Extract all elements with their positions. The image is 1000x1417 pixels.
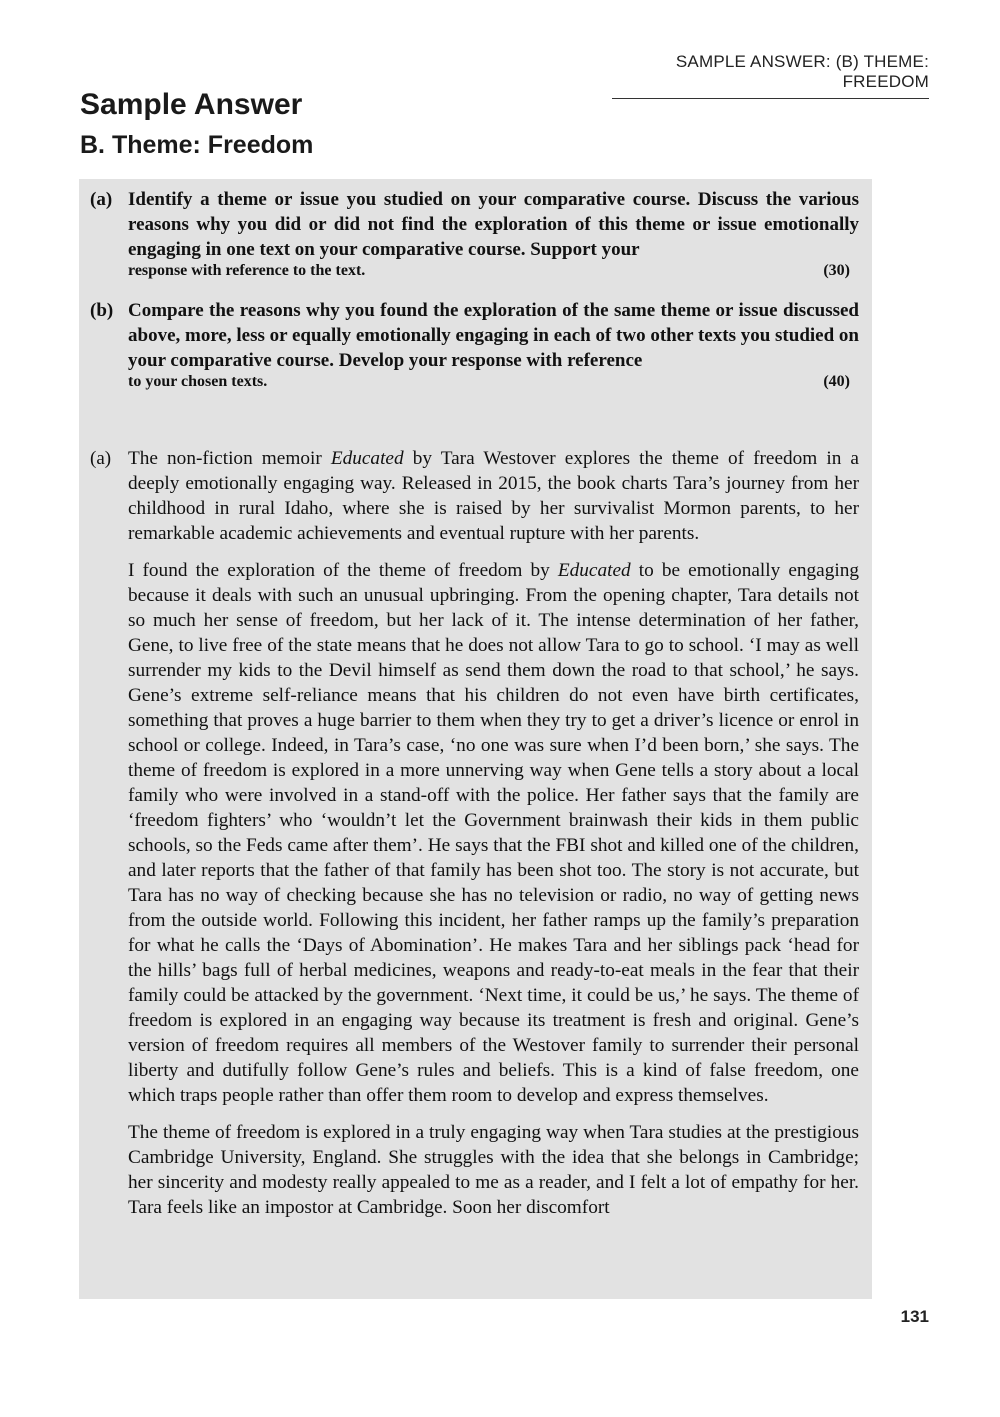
running-head: SAMPLE ANSWER: (B) THEME: FREEDOM xyxy=(612,52,929,99)
question-text: Identify a theme or issue you studied on your comparative course. Discuss the various reasons why you did or did not find the exploration of this theme or issue emotionally engaging in one text on your comparative course. Support your xyxy=(128,189,859,260)
answer-body xyxy=(128,446,859,1220)
text-run: to be emotionally engaging because it deals with such an unusual upbringing. From the opening chapter, Tara details not so much her sense of freedom, but her lack of it. The intense determination of her father, Gene, to live free of the state means that he does not allow Tara to go to school. ‘I may as well surrender my kids to the Devil himself as send them down the road to that school,’ he says. Gene’s extreme self-reliance means that his children do not even have birth certificates, something that proves a huge barrier to them when they try to get a driver’s licence or enrol in school or college. Indeed, in Tara’s case, ‘no one was sure when I’d been born,’ she says. The theme of freedom is explored in a more unnerving way when Gene tells a story about a local family who were involved in a stand-off with the police. Her father says that the family are ‘freedom fighters’ who ‘wouldn’t let the Government brainwash their kids in them public schools, so the Feds came after them’. He says that the FBI shot and killed one of the children, and later reports that the father of that family has been shot too. The story is not accurate, but Tara has no way of checking because she has no television or radio, no way of getting news from the outside world. Following this incident, her father ramps up the family’s preparation for what he calls the ‘Days of Abomination’. He makes Tara and her siblings pack ‘head for the hills’ bags full of herbal medicines, weapons and ready-to-eat meals in the fear that their family could be attacked by the government. ‘Next time, it could be us,’ he says. The theme of freedom is explored in an engaging way because its treatment is fresh and original. Gene’s version of freedom requires all members of the Westover family to surrender their personal liberty and dutifully follow Gene’s rules and beliefs. This is a kind of false freedom, one which traps people rather than offer them room to develop and express themselves. xyxy=(128,560,859,1106)
question-last-line xyxy=(128,262,859,280)
question-body xyxy=(128,298,859,391)
question-text: Compare the reasons why you found the exploration of the same theme or issue discussed above, more, less or equally emotionally engaging in each of two other texts you studied on your comparative course. Develop your response with reference xyxy=(128,300,859,371)
text-run: by Tara Westover explores the theme of freedom in a deeply emotionally engaging way. Released in 2015, the book charts Tara’s journey from her childhood in rural Idaho, where she is raised by her survivalist Mormon parents, to her remarkable academic achievements and eventual rupture with her parents. xyxy=(128,448,859,544)
book-title: Educated xyxy=(557,560,631,581)
text-run: The non-fiction memoir xyxy=(128,448,331,469)
answer-label: (a) xyxy=(90,448,112,469)
page-subtitle: B. Theme: Freedom xyxy=(80,131,314,159)
page-title: Sample Answer xyxy=(80,88,303,121)
question-marks: (30) xyxy=(823,262,850,279)
question-last-line-text: to your chosen texts. xyxy=(128,373,268,390)
question-last-line-text: response with reference to the text. xyxy=(128,262,366,279)
answer-paragraph-2 xyxy=(128,558,859,1108)
page-number: 131 xyxy=(900,1307,929,1326)
text-run: I found the exploration of the theme of freedom by xyxy=(128,560,558,581)
question-marks: (40) xyxy=(823,373,850,390)
answer-paragraph-3: The theme of freedom is explored in a truly engaging way when Tara studies at the prestigious Cambridge University, England. She struggles with the idea that she belongs in Cambridge; her sincerity and modesty really appealed to me as a reader, and I felt a lot of empathy for her. Tara feels like an impostor at Cambridge. Soon her discomfort xyxy=(128,1122,859,1218)
book-title: Educated xyxy=(330,448,404,469)
question-answer-panel xyxy=(79,179,872,1299)
question-body xyxy=(128,187,859,280)
question-label: (a) xyxy=(90,189,113,210)
question-last-line xyxy=(128,373,859,391)
answer-paragraph-1 xyxy=(128,446,859,546)
question-label: (b) xyxy=(90,300,114,321)
